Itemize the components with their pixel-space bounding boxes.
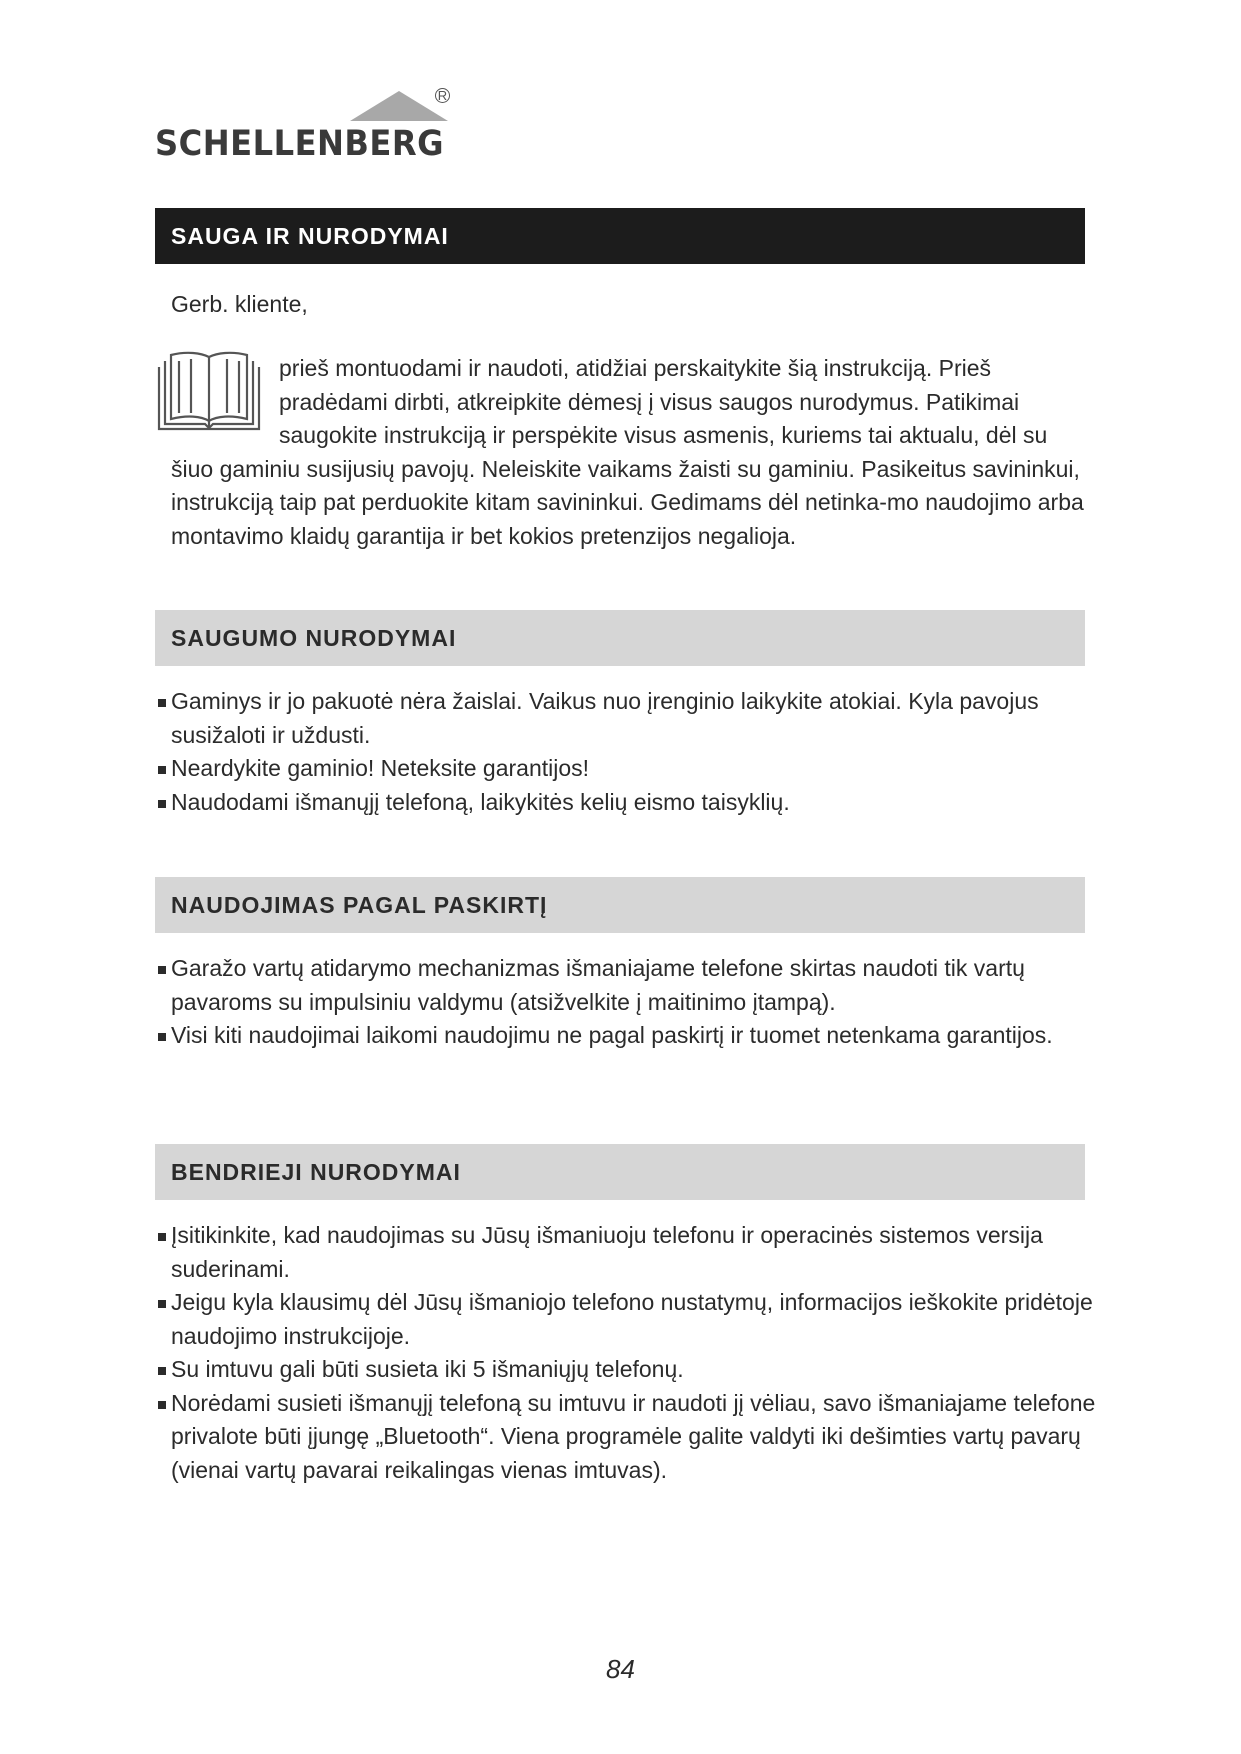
greeting: Gerb. kliente,: [171, 291, 308, 317]
general-list: [155, 1219, 1100, 1487]
intro-paragraph: prieš montuodami ir naudoti, atidžiai perskaitykite šią instrukciją. Prieš pradėdami dirbti, atkreipkite dėmesį į visus saugos nurodymus. Patikimai saugokite instrukciją ir perspėkite visus asmenis, kuriems tai aktualu, dėl su šiuo gaminiu susijusių pavojų. Neleiskite vaikams žaisti su gaminiu. Pasikeitus savininkui, instrukciją taip pat perduokite kitam savininkui. Gedimams dėl netinka-mo naudojimo arba montavimo klaidų garantija ir bet kokios pretenzijos negalioja.: [171, 355, 1084, 549]
intended-use-list: [155, 952, 1065, 1053]
house-roof-icon: [350, 91, 448, 121]
list-item: Naudodami išmanųjį telefoną, laikykitės kelių eismo taisyklių.: [155, 786, 1105, 820]
section-title-safety: SAUGA IR NURODYMAI: [155, 208, 1085, 264]
list-item: Neardykite gaminio! Neteksite garantijos!: [155, 752, 1105, 786]
list-item: Įsitikinkite, kad naudojimas su Jūsų išmaniuoju telefonu ir operacinės sistemos versija suderinami.: [155, 1219, 1100, 1286]
list-item: Norėdami susieti išmanųjį telefoną su imtuvu ir naudoti jį vėliau, savo išmaniajame telefone privalote būti įjungę „Bluetooth“. Viena programėle galite valdyti iki dešimties vartų pavarų (vienai vartų pavarai reikalingas vienas imtuvas).: [155, 1387, 1100, 1488]
registered-mark: R: [435, 88, 450, 103]
safety-instructions-list: [155, 685, 1105, 819]
section-title-intended-use: NAUDOJIMAS PAGAL PASKIRTĮ: [155, 877, 1085, 933]
list-item: Gaminys ir jo pakuotė nėra žaislai. Vaikus nuo įrenginio laikykite atokiai. Kyla pavojus susižaloti ir uždusti.: [155, 685, 1105, 752]
list-item: Garažo vartų atidarymo mechanizmas išmaniajame telefone skirtas naudoti tik vartų pavaroms su impulsiniu valdymu (atsižvelkite į maitinimo įtampą).: [155, 952, 1065, 1019]
section-title-safety-instructions: SAUGUMO NURODYMAI: [155, 610, 1085, 666]
page-number: 84: [606, 1654, 635, 1684]
list-item: Visi kiti naudojimai laikomi naudojimu ne pagal paskirtį ir tuomet netenkama garantijos.: [155, 1019, 1065, 1053]
section-title-general: BENDRIEJI NURODYMAI: [155, 1144, 1085, 1200]
brand-name: SCHELLENBERG: [155, 124, 445, 164]
list-item: Su imtuvu gali būti susieta iki 5 išmaniųjų telefonų.: [155, 1353, 1100, 1387]
brand-logo: [155, 88, 455, 178]
list-item: Jeigu kyla klausimų dėl Jūsų išmaniojo telefono nustatymų, informacijos ieškokite pridėtoje naudojimo instrukcijoje.: [155, 1286, 1100, 1353]
